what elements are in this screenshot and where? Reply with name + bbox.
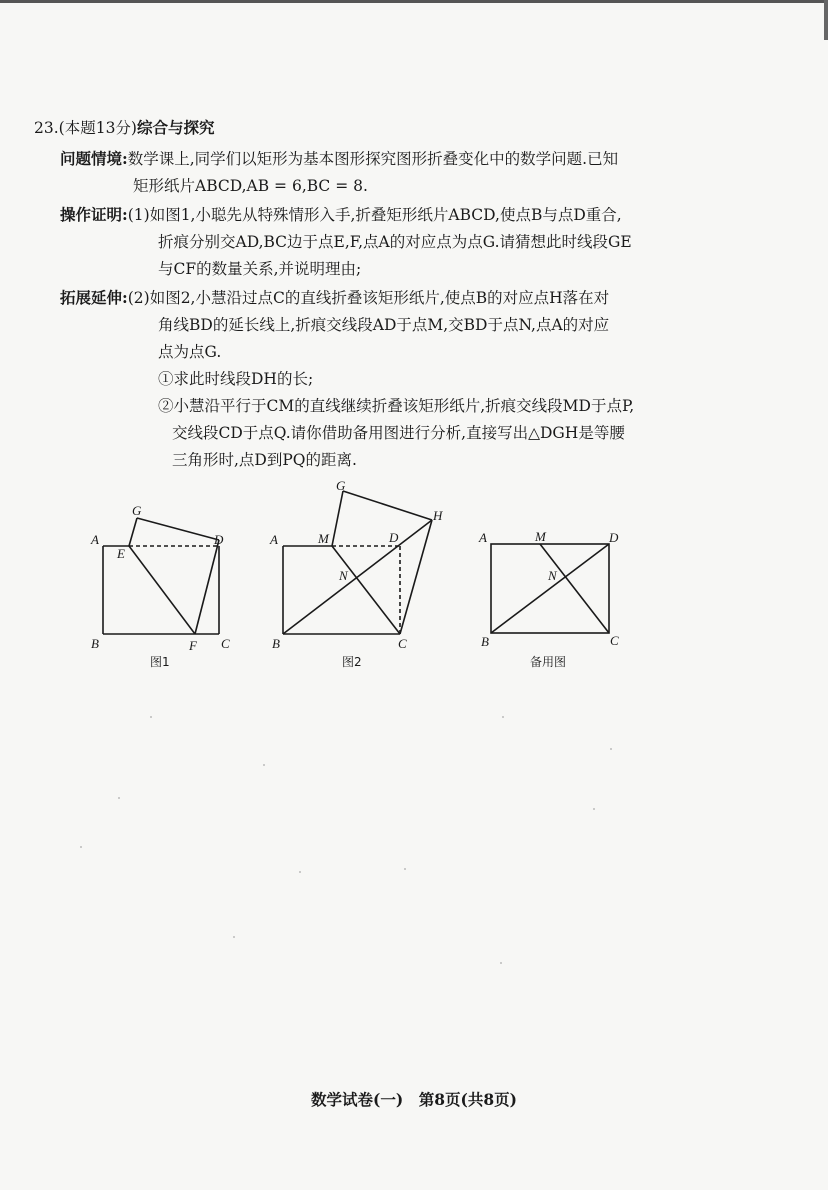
fig1-label-b: B [91, 636, 99, 651]
fig2-label-b: B [272, 636, 280, 651]
fig2-label-m: M [318, 531, 329, 546]
fig1-label-f: F [189, 638, 197, 653]
question-meta: (本题13分) [58, 119, 137, 137]
proof-text-3: 与CF的数量关系,并说明理由; [158, 260, 362, 278]
fig2-label-g: G [336, 478, 346, 493]
fig1-caption: 图1 [150, 655, 170, 669]
fig3-label-a: A [479, 530, 487, 545]
problem-label: 问题情境: [60, 149, 128, 168]
page-right-edge [824, 0, 828, 40]
fig1-label-g: G [132, 503, 142, 518]
proof-text-2: 折痕分别交AD,BC边于点E,F,点A的对应点为点G.请猜想此时线段GE [158, 233, 632, 251]
fig3-label-c: C [610, 633, 619, 648]
fig3-label-n: N [548, 568, 557, 583]
ext-text-2: 角线BD的延长线上,折痕交线段AD于点M,交BD于点N,点A的对应 [158, 316, 610, 334]
fig1-label-e: E [117, 546, 125, 561]
fig2-label-c: C [398, 636, 407, 651]
figure-3-labels [478, 529, 619, 669]
sub-question-2-line2: 交线段CD于点Q.请你借助备用图进行分析,直接写出△DGH是等腰 [172, 424, 625, 442]
fig2-hc [400, 520, 432, 634]
fig2-crease-mc [332, 546, 400, 634]
fig3-label-m: M [535, 529, 546, 544]
problem-paragraph-line1 [60, 149, 618, 169]
ext-text-1: (2)如图2,小慧沿过点C的直线折叠该矩形纸片,使点B的对应点H落在对 [127, 289, 610, 307]
fig2-label-d: D [389, 530, 399, 545]
fig3-label-d: D [609, 530, 619, 545]
fig3-label-b: B [481, 634, 489, 649]
problem-text-1: 数学课上,同学们以矩形为基本图形探究图形折叠变化中的数学问题.已知 [127, 150, 619, 168]
ext-label: 拓展延伸: [60, 288, 128, 307]
proof-text-1: (1)如图1,小聪先从特殊情形入手,折叠矩形纸片ABCD,使点B与点D重合, [127, 206, 622, 224]
fig3-caption: 备用图 [530, 655, 567, 669]
proof-label: 操作证明: [60, 205, 128, 224]
fig2-gh [343, 491, 432, 520]
fig1-fd [195, 540, 219, 634]
fig2-diagonal-bh [283, 520, 432, 634]
ext-paragraph-line1 [60, 288, 609, 308]
fig1-crease-ef [129, 546, 195, 634]
figures-svg [0, 470, 828, 690]
question-number: 23. [34, 119, 59, 137]
fig2-mg [332, 491, 343, 546]
fig2-label-n: N [339, 568, 348, 583]
sub-question-1: ①求此时线段DH的长; [158, 370, 314, 388]
problem-text-2: 矩形纸片ABCD,AB = 6,BC = 8. [133, 177, 368, 195]
page-footer: 数学试卷(一) 第8页(共8页) [311, 1090, 517, 1109]
page-top-edge [0, 0, 828, 3]
fig2-label-h: H [433, 508, 443, 523]
figures-area [0, 470, 828, 690]
sub-question-2-line3: 三角形时,点D到PQ的距离. [172, 451, 357, 469]
question-title: 综合与探究 [136, 118, 215, 137]
proof-paragraph-line1 [60, 205, 622, 225]
figure-1-labels [90, 503, 230, 669]
fig2-caption: 图2 [342, 655, 362, 669]
figure-1 [103, 518, 219, 634]
sub-question-2-line1: ②小慧沿平行于CM的直线继续折叠该矩形纸片,折痕交线段MD于点P, [158, 397, 635, 415]
figure-3 [491, 544, 609, 633]
ext-text-3: 点为点G. [158, 343, 222, 361]
fig1-label-c: C [221, 636, 230, 651]
figure-2 [283, 491, 432, 634]
question-heading [34, 118, 215, 138]
fig1-label-d: D [214, 532, 224, 547]
fig1-label-a: A [91, 532, 99, 547]
fig1-gd [137, 518, 219, 540]
fig2-label-a: A [270, 532, 278, 547]
fig1-eg [129, 518, 137, 546]
